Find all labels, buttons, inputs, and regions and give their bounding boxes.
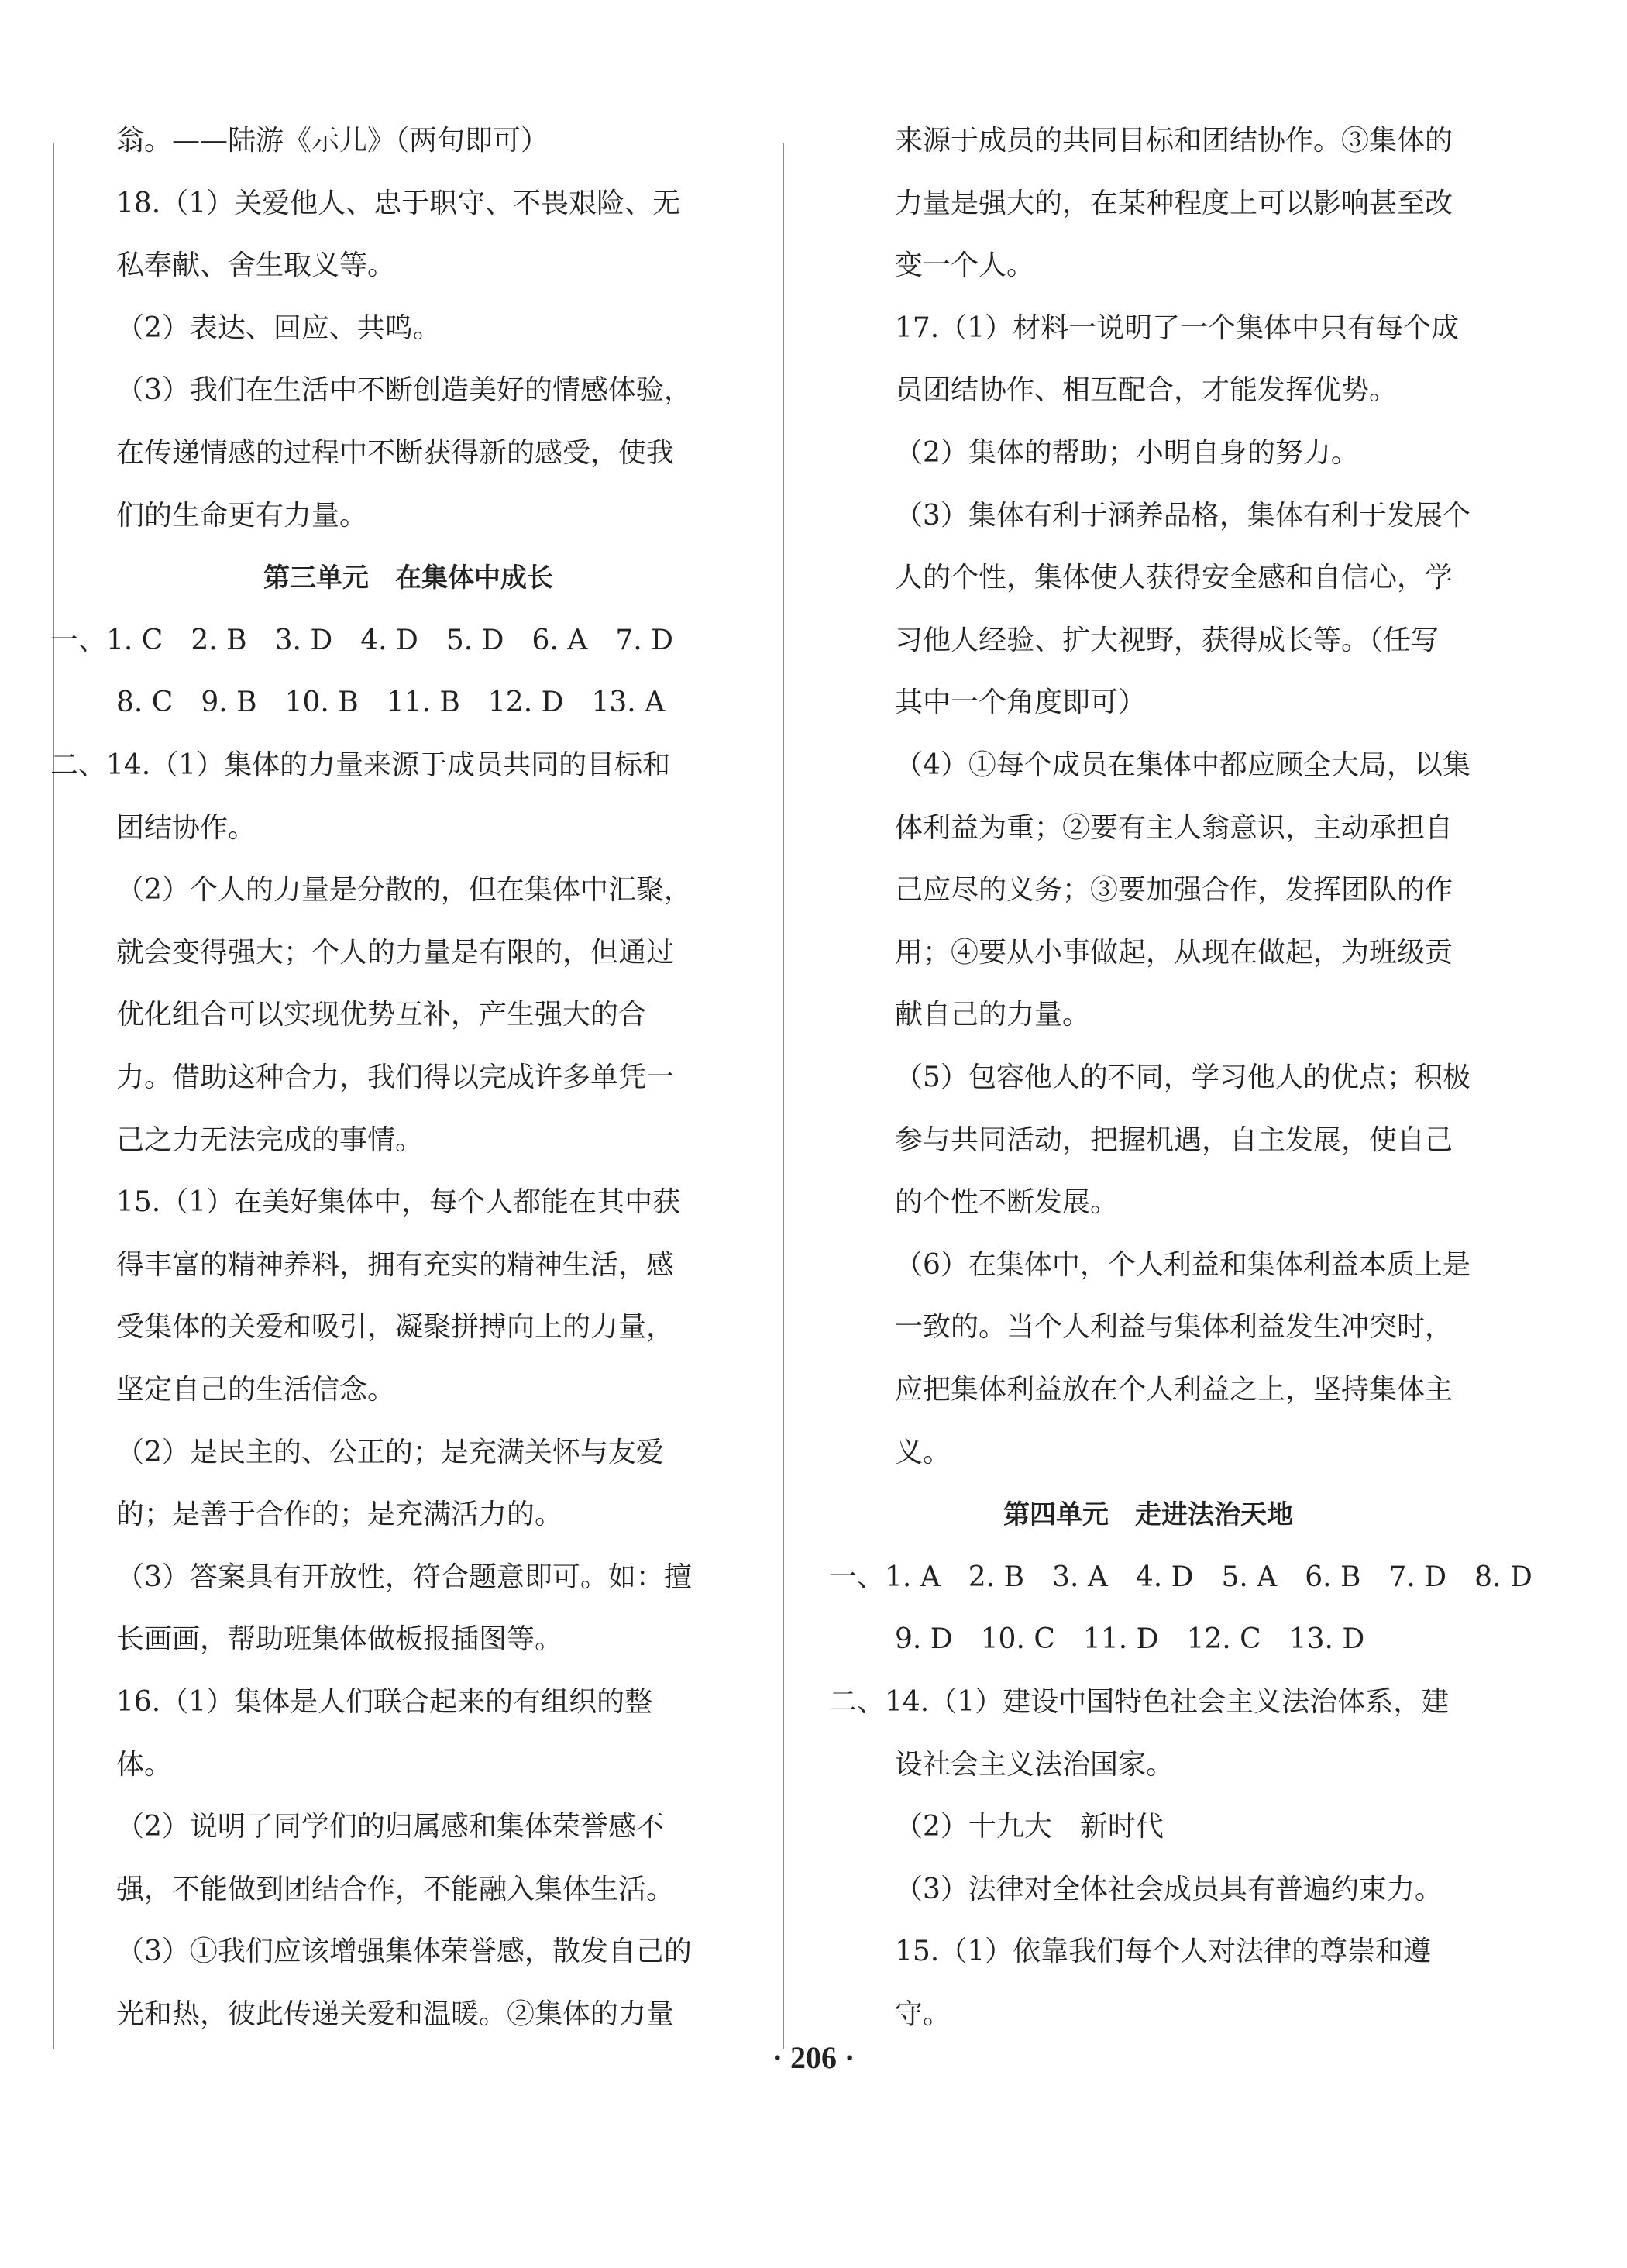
text-line: 用；④要从小事做起，从现在做起，为班级贡 (895, 936, 1453, 969)
text-line: 就会变得强大；个人的力量是有限的，但通过 (116, 936, 675, 969)
text-line: 参与共同活动，把握机遇，自主发展，使自己 (895, 1124, 1453, 1156)
text-line: （2）个人的力量是分散的，但在集体中汇聚， (116, 874, 692, 907)
text-line: 16.（1）集体是人们联合起来的有组织的整 (116, 1686, 653, 1718)
text-line: 二、14.（1）建设中国特色社会主义法治体系，建 (829, 1686, 1450, 1718)
text-line: 的个性不断发展。 (895, 1186, 1119, 1219)
text-line: （3）我们在生活中不断创造美好的情感体验， (116, 374, 692, 407)
column-divider-rule (783, 143, 784, 2049)
text-line: （3）集体有利于涵养品格，集体有利于发展个 (895, 499, 1470, 532)
text-line: 坚定自己的生活信念。 (116, 1374, 396, 1406)
text-line: 变一个人。 (895, 250, 1035, 282)
text-line: （5）包容他人的不同，学习他人的优点；积极 (895, 1062, 1470, 1093)
text-line: （6）在集体中，个人利益和集体利益本质上是 (895, 1248, 1470, 1281)
text-line: 私奉献、舍生取义等。 (116, 250, 396, 282)
text-line: 力量是强大的，在某种程度上可以影响甚至改 (895, 187, 1453, 219)
text-line: 其中一个角度即可） (895, 687, 1147, 719)
text-line: 人的个性，集体使人获得安全感和自信心，学 (895, 562, 1453, 594)
text-line: 的；是善于合作的；是充满活力的。 (116, 1499, 563, 1531)
text-line: （2）说明了同学们的归属感和集体荣誉感不 (116, 1811, 664, 1843)
text-line: 来源于成员的共同目标和团结协作。③集体的 (895, 125, 1453, 157)
left-margin-rule (53, 143, 54, 2049)
text-line: 设社会主义法治国家。 (895, 1748, 1175, 1781)
text-line: 翁。——陆游《示儿》（两句即可） (116, 125, 549, 157)
text-line: 体利益为重；②要有主人翁意识，主动承担自 (895, 811, 1453, 844)
text-line: 17.（1）材料一说明了一个集体中只有每个成 (895, 311, 1460, 344)
text-line: 强，不能做到团结合作，不能融入集体生活。 (116, 1873, 675, 1905)
text-line: （3）①我们应该增强集体荣誉感，散发自己的 (116, 1936, 692, 1968)
section-heading: 第四单元 走进法治天地 (1003, 1499, 1293, 1531)
text-line: 光和热，彼此传递关爱和温暖。②集体的力量 (116, 1998, 675, 2030)
text-line: 15.（1）在美好集体中，每个人都能在其中获 (116, 1186, 681, 1219)
text-line: （2）表达、回应、共鸣。 (116, 311, 441, 344)
text-line: 18.（1）关爱他人、忠于职守、不畏艰险、无 (116, 187, 681, 219)
text-line: 守。 (895, 1998, 951, 2030)
text-line: 长画画，帮助班集体做板报插图等。 (116, 1623, 563, 1656)
text-line: 团结协作。 (116, 811, 256, 844)
text-line: 9. D 10. C 11. D 12. C 13. D (895, 1623, 1365, 1656)
text-line: 献自己的力量。 (895, 999, 1091, 1031)
text-line: 己之力无法完成的事情。 (116, 1124, 424, 1156)
text-line: （3）答案具有开放性，符合题意即可。如：擅 (116, 1561, 692, 1593)
text-line: 8. C 9. B 10. B 11. B 12. D 13. A (116, 687, 666, 719)
text-line: 员团结协作、相互配合，才能发挥优势。 (895, 374, 1398, 407)
text-line: 优化组合可以实现优势互补，产生强大的合 (116, 999, 647, 1031)
text-line: 一、1. A 2. B 3. A 4. D 5. A 6. B 7. D 8. D (829, 1561, 1532, 1593)
text-line: 得丰富的精神养料，拥有充实的精神生活，感 (116, 1248, 675, 1281)
page-number: · 206 · (772, 2040, 855, 2075)
section-heading: 第三单元 在集体中成长 (263, 563, 553, 594)
text-line: （2）集体的帮助；小明自身的努力。 (895, 437, 1359, 469)
text-line: 力。借助这种合力，我们得以完成许多单凭一 (116, 1062, 675, 1093)
text-line: 们的生命更有力量。 (116, 499, 368, 532)
text-line: 一致的。当个人利益与集体利益发生冲突时， (895, 1311, 1453, 1344)
text-line: （2）十九大 新时代 (895, 1811, 1164, 1843)
text-line: 应把集体利益放在个人利益之上，坚持集体主 (895, 1374, 1453, 1406)
text-line: （4）①每个成员在集体中都应顾全大局，以集 (895, 749, 1470, 781)
text-line: 义。 (895, 1436, 951, 1468)
text-line: 体。 (116, 1748, 173, 1781)
text-line: 习他人经验、扩大视野，获得成长等。（任写 (895, 624, 1440, 656)
text-line: 己应尽的义务；③要加强合作，发挥团队的作 (895, 874, 1453, 907)
text-line: （3）法律对全体社会成员具有普遍约束力。 (895, 1873, 1443, 1905)
text-line: 15.（1）依靠我们每个人对法律的尊崇和遵 (895, 1936, 1432, 1968)
text-line: 受集体的关爱和吸引，凝聚拼搏向上的力量， (116, 1311, 675, 1344)
text-line: 二、14.（1）集体的力量来源于成员共同的目标和 (50, 749, 671, 781)
text-line: 在传递情感的过程中不断获得新的感受，使我 (116, 437, 675, 469)
text-line: （2）是民主的、公正的；是充满关怀与友爱 (116, 1436, 664, 1468)
text-line: 一、1. C 2. B 3. D 4. D 5. D 6. A 7. D (50, 624, 673, 656)
